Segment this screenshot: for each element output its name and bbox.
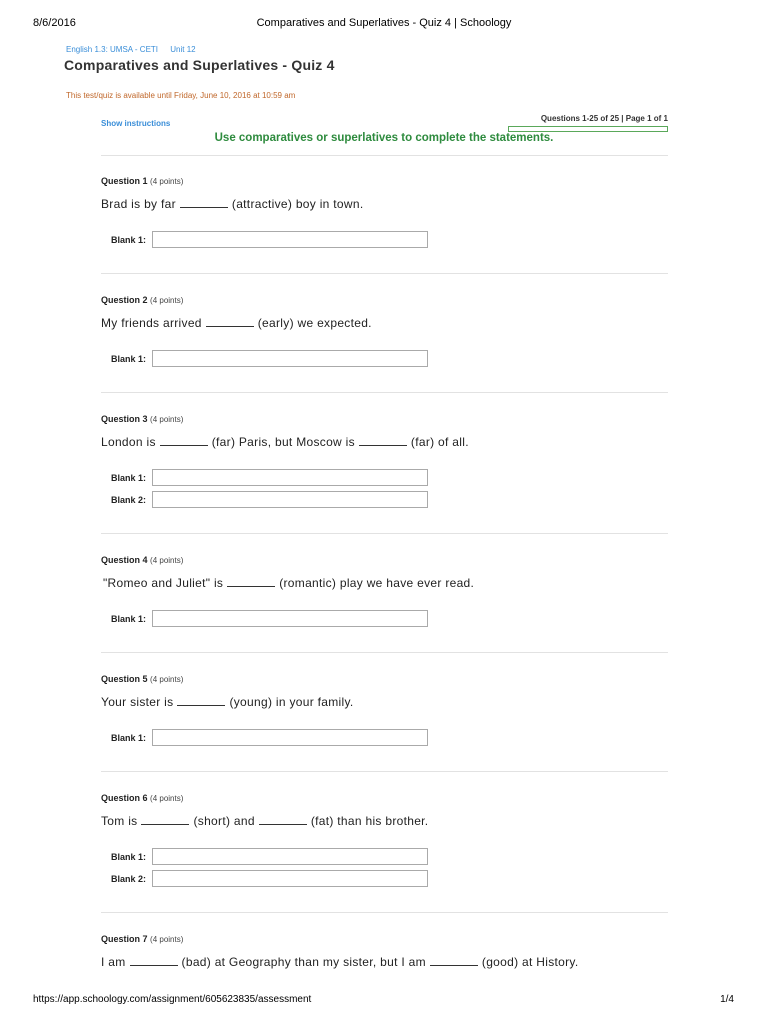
question-4-blank-1-input[interactable]	[152, 610, 428, 627]
question-3-header	[101, 414, 183, 424]
question-6-blank-1-input[interactable]	[152, 848, 428, 865]
question-text-part: (fat) than his brother.	[310, 814, 429, 828]
question-2-blank-1-input[interactable]	[152, 350, 428, 367]
print-url: https://app.schoology.com/assignment/605623835/assessment	[33, 994, 312, 1005]
blank-line	[259, 814, 307, 825]
question-text-part: Brad is by far	[101, 197, 176, 211]
question-1-blank-1-input[interactable]	[152, 231, 428, 248]
divider	[101, 912, 668, 913]
blank-label: Blank 1:	[111, 852, 147, 862]
blank-line	[430, 955, 478, 966]
blank-line	[130, 955, 178, 966]
divider	[101, 652, 668, 653]
question-text-part: "Romeo and Juliet" is	[103, 576, 224, 590]
question-points: (4 points)	[150, 794, 184, 803]
question-text-part: (early) we expected.	[257, 316, 372, 330]
question-2-header	[101, 295, 183, 305]
breadcrumb-unit[interactable]: Unit 12	[170, 45, 196, 54]
question-text-part: (young) in your family.	[229, 695, 354, 709]
question-text-part: (short) and	[193, 814, 255, 828]
question-text-part: (far) of all.	[410, 435, 469, 449]
question-label: Question 5	[101, 674, 148, 684]
print-page-number: 1/4	[720, 994, 734, 1005]
question-6-text	[101, 814, 428, 828]
divider	[101, 155, 668, 156]
blank-line	[160, 435, 208, 446]
question-4-text	[103, 576, 474, 590]
question-4-header	[101, 555, 183, 565]
blank-line	[180, 197, 228, 208]
question-6-blank-2-input[interactable]	[152, 870, 428, 887]
page-title: Comparatives and Superlatives - Quiz 4	[64, 57, 335, 73]
blank-label: Blank 1:	[111, 614, 147, 624]
question-text-part: London is	[101, 435, 156, 449]
print-date: 8/6/2016	[33, 17, 76, 29]
question-label: Question 2	[101, 295, 148, 305]
question-3-blank-1-input[interactable]	[152, 469, 428, 486]
print-header	[0, 17, 768, 31]
question-text-part: (romantic) play we have ever read.	[279, 576, 475, 590]
question-text-part: (attractive) boy in town.	[231, 197, 364, 211]
question-text-part: Your sister is	[101, 695, 174, 709]
question-points: (4 points)	[150, 296, 184, 305]
blank-line	[227, 576, 275, 587]
question-points: (4 points)	[150, 177, 184, 186]
question-5-text	[101, 695, 354, 709]
blank-label: Blank 1:	[111, 473, 147, 483]
question-text-part: (far) Paris, but Moscow is	[211, 435, 355, 449]
blank-line	[206, 316, 254, 327]
question-1-text	[101, 197, 363, 211]
question-text-part: I am	[101, 955, 126, 969]
blank-line	[359, 435, 407, 446]
divider	[101, 392, 668, 393]
question-3-blank-2-input[interactable]	[152, 491, 428, 508]
print-footer	[0, 994, 768, 1008]
print-title: Comparatives and Superlatives - Quiz 4 | Schoology	[256, 17, 512, 29]
blank-label: Blank 1:	[111, 235, 147, 245]
divider	[101, 533, 668, 534]
blank-label: Blank 1:	[111, 354, 147, 364]
question-1-header	[101, 176, 183, 186]
question-count: Questions 1-25 of 25 | Page 1 of 1	[540, 114, 668, 123]
divider	[101, 273, 668, 274]
blank-label: Blank 2:	[111, 495, 147, 505]
question-text-part: My friends arrived	[101, 316, 202, 330]
question-text-part: (bad) at Geography than my sister, but I am	[181, 955, 426, 969]
question-6-header	[101, 793, 183, 803]
quiz-instructions: Use comparatives or superlatives to complete the statements.	[214, 132, 554, 144]
blank-line	[141, 814, 189, 825]
question-text-part: Tom is	[101, 814, 138, 828]
question-points: (4 points)	[150, 675, 184, 684]
question-3-text	[101, 435, 469, 449]
divider	[101, 771, 668, 772]
question-label: Question 3	[101, 414, 148, 424]
availability-notice: This test/quiz is available until Friday, June 10, 2016 at 10:59 am	[66, 91, 296, 100]
question-points: (4 points)	[150, 415, 184, 424]
question-label: Question 7	[101, 934, 148, 944]
question-label: Question 4	[101, 555, 148, 565]
question-7-text	[101, 955, 578, 969]
show-instructions-link[interactable]: Show instructions	[101, 119, 171, 128]
question-2-text	[101, 316, 372, 330]
question-7-header	[101, 934, 183, 944]
blank-label: Blank 2:	[111, 874, 147, 884]
breadcrumb	[66, 45, 206, 54]
question-5-header	[101, 674, 183, 684]
question-text-part: (good) at History.	[481, 955, 579, 969]
blank-line	[177, 695, 225, 706]
question-points: (4 points)	[150, 935, 184, 944]
question-label: Question 1	[101, 176, 148, 186]
blank-label: Blank 1:	[111, 733, 147, 743]
question-5-blank-1-input[interactable]	[152, 729, 428, 746]
question-label: Question 6	[101, 793, 148, 803]
question-points: (4 points)	[150, 556, 184, 565]
breadcrumb-course[interactable]: English 1.3: UMSA - CETI	[66, 45, 159, 54]
